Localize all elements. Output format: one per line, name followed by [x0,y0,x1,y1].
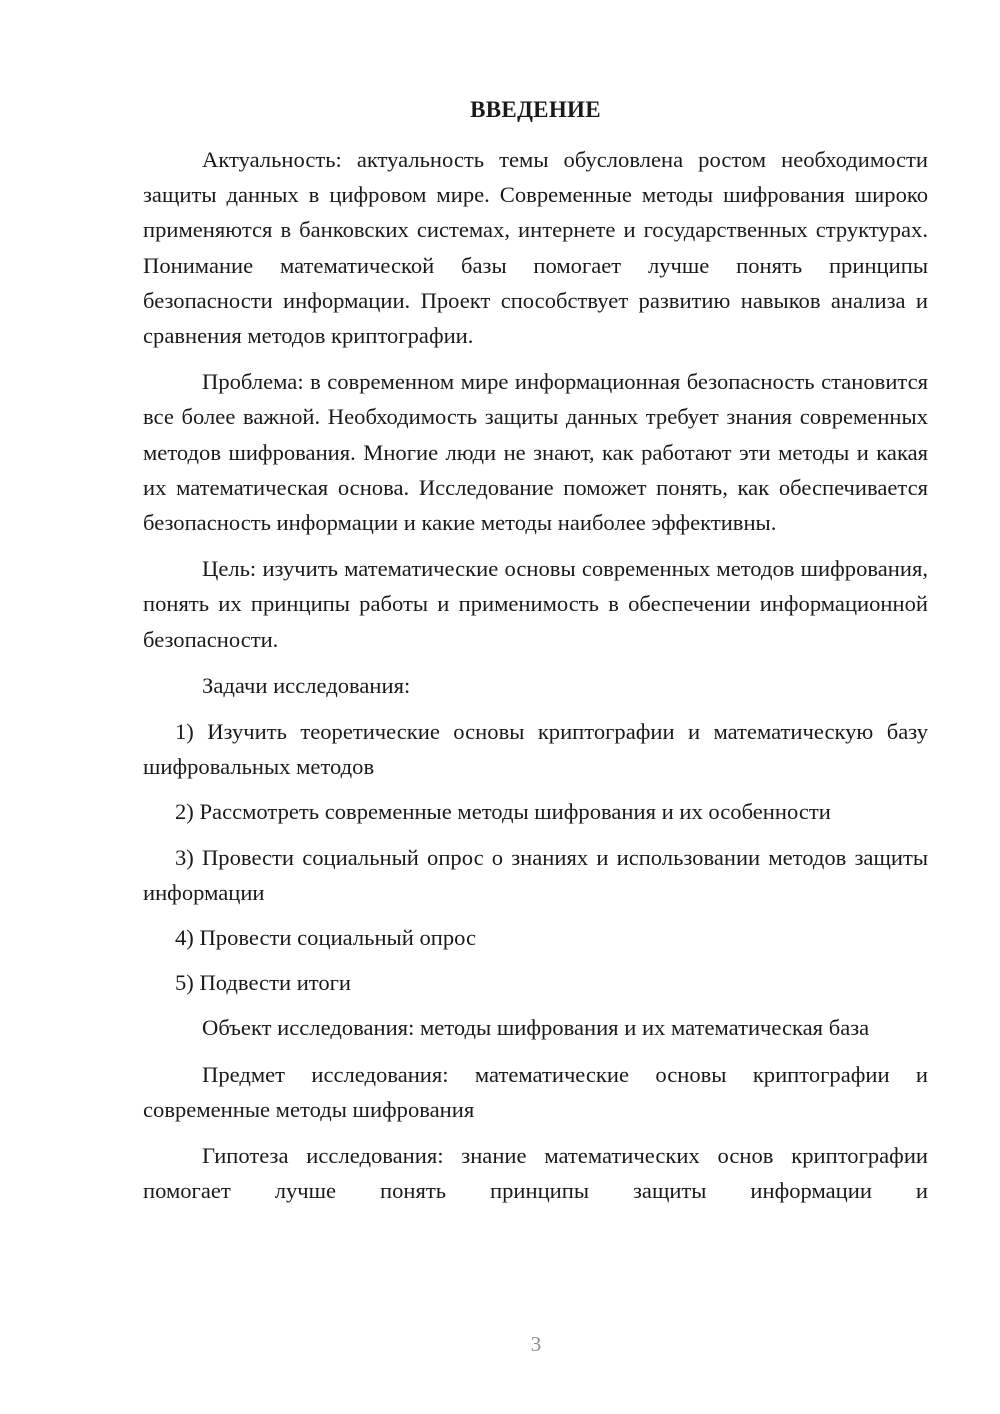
task-item-1: 1) Изучить теоретические основы криптографии и математическую базу шифровальных методов [143,719,928,780]
hypothesis-paragraph: Гипотеза исследования: знание математических основ криптографии помогает лучше понять принципы защиты информации и [143,1143,928,1204]
task-item-4: 4) Провести социальный опрос [175,925,477,951]
relevance-paragraph: Актуальность: актуальность темы обусловлена ростом необходимости защиты данных в цифровом мире. Современные методы шифрования широко применяются в банковских системах, интернете и государственных структурах. Понимание математической базы помогает лучше понять принципы безопасности информации. Проект способствует развитию навыков анализа и сравнения методов криптографии. [143,147,928,349]
task-item-5: 5) Подвести итоги [175,970,352,996]
subject-paragraph: Предмет исследования: математические основы криптографии и современные методы шифрования [143,1061,928,1122]
page-number: 3 [530,1332,542,1356]
task-item-2: 2) Рассмотреть современные методы шифрования и их особенности [175,799,831,825]
tasks-heading: Задачи исследования: [202,672,411,698]
page-body [143,92,928,1219]
object-paragraph: Объект исследования: методы шифрования и их математическая база [202,1015,870,1041]
problem-paragraph: Проблема: в современном мире информационная безопасность становится все более важной. Необходимость защиты данных требует знания современных методов шифрования. Многие люди не знают, как работают эти методы и какая их математическая основа. Исследование поможет понять, как обеспечивается безопасность информации и какие методы наиболее эффективны. [143,369,928,536]
task-item-3: 3) Провести социальный опрос о знаниях и использовании методов защиты информации [143,844,928,905]
section-title: ВВЕДЕНИЕ [470,97,601,122]
goal-paragraph: Цель: изучить математические основы современных методов шифрования, понять их принципы работы и применимость в обеспечении информационной безопасности. [143,556,928,652]
